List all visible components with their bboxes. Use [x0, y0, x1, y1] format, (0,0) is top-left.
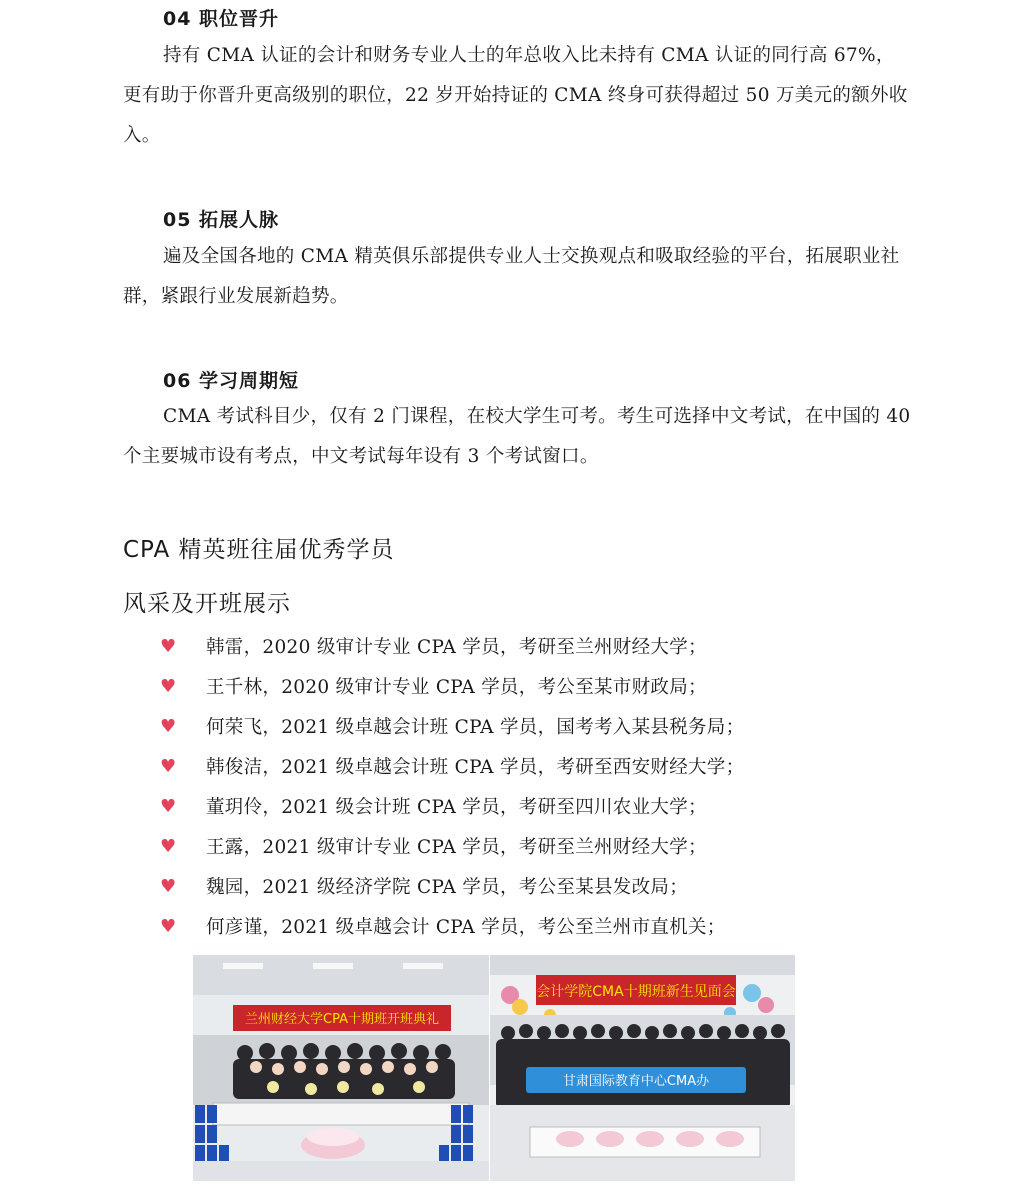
- list-item: [160, 906, 744, 946]
- student-text: 韩俊洁，2021 级卓越会计班 CPA 学员，考研至西安财经大学；: [206, 757, 745, 778]
- list-item: [160, 786, 744, 826]
- list-item: [160, 626, 744, 666]
- section-title-04: 04 职位晋升: [163, 8, 280, 30]
- section-paragraph-04: 持有 CMA 认证的会计和财务专业人士的年总收入比未持有 CMA 认证的同行高 67%，更有助于你晋升更高级别的职位，22 岁开始持证的 CMA 终身可获得超过 50 万美元的额外收入。: [123, 45, 908, 146]
- section-title-05: 05 拓展人脉: [163, 209, 280, 231]
- heart-icon: ♥: [160, 755, 177, 777]
- heart-icon: ♥: [160, 675, 177, 697]
- right-sign-text: 甘肃国际教育中心CMA办: [562, 1074, 710, 1089]
- heart-icon: ♥: [160, 715, 177, 737]
- heart-icon: ♥: [160, 835, 177, 857]
- right-banner-text: 会计学院CMA十期班新生见面会: [536, 984, 736, 1000]
- student-text: 魏园，2021 级经济学院 CPA 学员，考公至某县发改局；: [206, 877, 688, 898]
- student-text: 何彦谨，2021 级卓越会计 CPA 学员，考公至兰州市直机关；: [206, 917, 726, 938]
- list-item: [160, 666, 744, 706]
- student-text: 韩雷，2020 级审计专业 CPA 学员，考研至兰州财经大学；: [206, 637, 707, 658]
- student-text: 董玥伶，2021 级会计班 CPA 学员，考研至四川农业大学；: [206, 797, 707, 818]
- student-text: 王露，2021 级审计专业 CPA 学员，考研至兰州财经大学；: [206, 837, 707, 858]
- list-item: [160, 746, 744, 786]
- heart-icon: ♥: [160, 635, 177, 657]
- heading-sub: 风采及开班展示: [123, 591, 291, 617]
- student-text: 王千林，2020 级审计专业 CPA 学员，考公至某市财政局；: [206, 677, 707, 698]
- student-list: [160, 626, 744, 946]
- list-item: [160, 826, 744, 866]
- heart-icon: ♥: [160, 795, 177, 817]
- section-title-06: 06 学习周期短: [163, 370, 300, 392]
- student-text: 何荣飞，2021 级卓越会计班 CPA 学员，国考考入某县税务局；: [206, 717, 745, 738]
- heart-icon: ♥: [160, 875, 177, 897]
- heading-main: CPA 精英班往届优秀学员: [123, 537, 395, 563]
- list-item: [160, 866, 744, 906]
- photo-opening-ceremony: [193, 955, 489, 1181]
- heart-icon: ♥: [160, 915, 177, 937]
- section-paragraph-06: CMA 考试科目少，仅有 2 门课程，在校大学生可考。考生可选择中文考试，在中国的 40 个主要城市设有考点，中文考试每年设有 3 个考试窗口。: [123, 406, 911, 467]
- photo-orientation-meeting: [490, 955, 795, 1181]
- section-paragraph-05: 遍及全国各地的 CMA 精英俱乐部提供专业人士交换观点和吸取经验的平台，拓展职业社群，紧跟行业发展新趋势。: [123, 246, 900, 307]
- list-item: [160, 706, 744, 746]
- left-banner-text: 兰州财经大学CPA十期班开班典礼: [245, 1012, 439, 1027]
